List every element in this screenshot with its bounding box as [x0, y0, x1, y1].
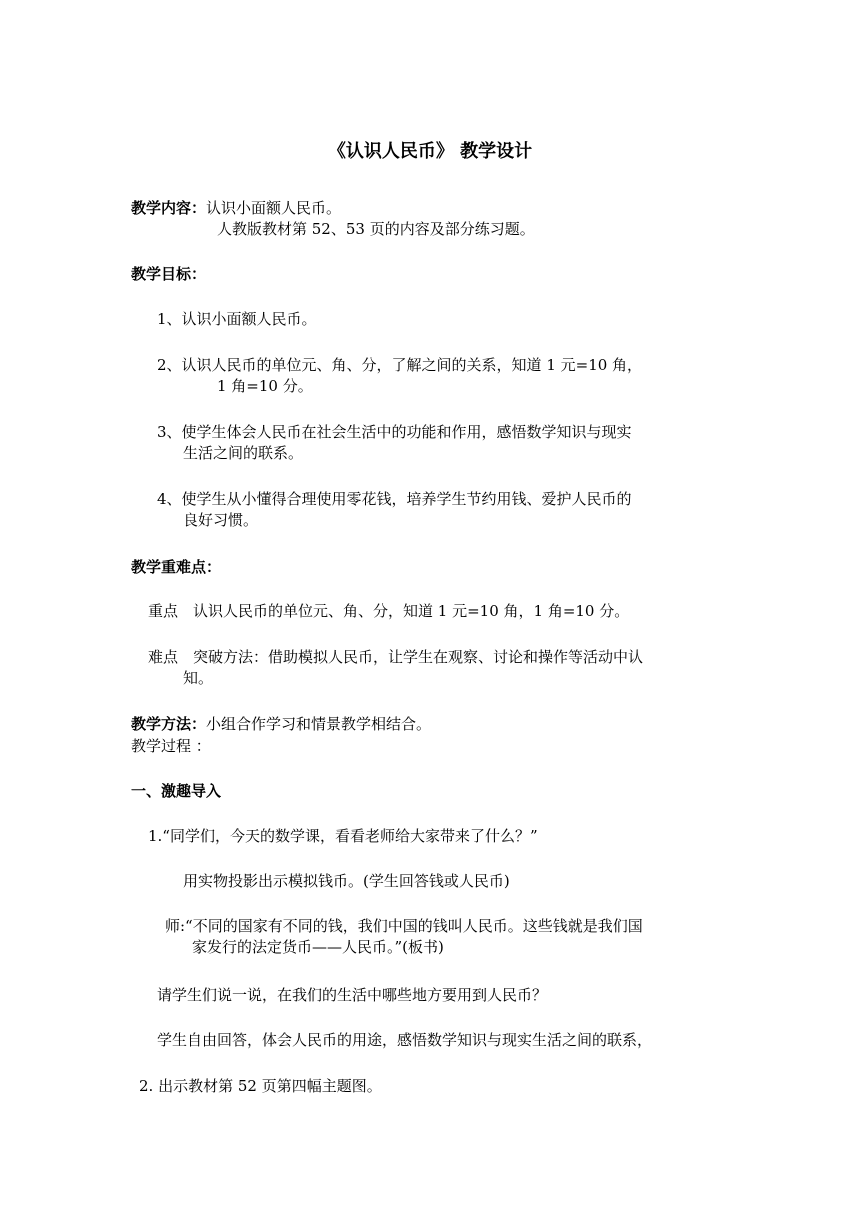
paragraph-3-cont: 家发行的法定货币——人民币。”(板书)	[192, 938, 444, 956]
goal-2-cont: 1 角=10 分。	[217, 377, 313, 395]
page-title: 《认识人民币》 教学设计	[327, 141, 533, 162]
method-text: 小组合作学习和情景教学相结合。	[206, 715, 432, 733]
paragraph-2: 用实物投影出示模拟钱币。(学生回答钱或人民币)	[183, 872, 510, 890]
content-line1: 认识小面额人民币。	[206, 199, 342, 217]
paragraph-6: 2. 出示教材第 52 页第四幅主题图。	[139, 1077, 382, 1095]
method-label: 教学方法：	[131, 715, 207, 733]
paragraph-1: 1.“同学们，今天的数学课，看看老师给大家带来了什么？”	[148, 827, 538, 845]
goal-4-cont: 良好习惯。	[183, 511, 259, 529]
goal-4: 4、使学生从小懂得合理使用零花钱，培养学生节约用钱、爱护人民币的	[157, 490, 632, 508]
section-heading: 一、激趣导入	[131, 782, 222, 800]
paragraph-4: 请学生们说一说，在我们的生活中哪些地方要用到人民币？	[157, 986, 548, 1004]
goals-label: 教学目标：	[131, 265, 207, 283]
keypoint-difficulty-cont: 知。	[183, 669, 214, 687]
content-label: 教学内容：	[131, 199, 207, 217]
goal-3-cont: 生活之间的联系。	[183, 444, 304, 462]
goal-1: 1、认识小面额人民币。	[157, 310, 317, 328]
paragraph-5: 学生自由回答，体会人民币的用途，感悟数学知识与现实生活之间的联系，	[157, 1031, 653, 1049]
keypoint-focus: 重点 认识人民币的单位元、角、分，知道 1 元=10 角，1 角=10 分。	[148, 602, 630, 620]
process-label: 教学过程 ：	[131, 737, 211, 755]
goal-3: 3、使学生体会人民币在社会生活中的功能和作用，感悟数学知识与现实	[157, 423, 632, 441]
content-line2: 人教版教材第 52、53 页的内容及部分练习题。	[217, 220, 535, 238]
goal-2: 2、认识人民币的单位元、角、分，了解之间的关系，知道 1 元=10 角，	[157, 356, 643, 374]
keypoint-difficulty: 难点 突破方法：借助模拟人民币，让学生在观察、讨论和操作等活动中认	[148, 648, 644, 666]
content-row	[131, 198, 341, 218]
paragraph-3: 师:“不同的国家有不同的钱，我们中国的钱叫人民币。这些钱就是我们国	[165, 917, 643, 935]
keypoints-label: 教学重难点：	[131, 558, 222, 576]
method-row	[131, 714, 431, 734]
